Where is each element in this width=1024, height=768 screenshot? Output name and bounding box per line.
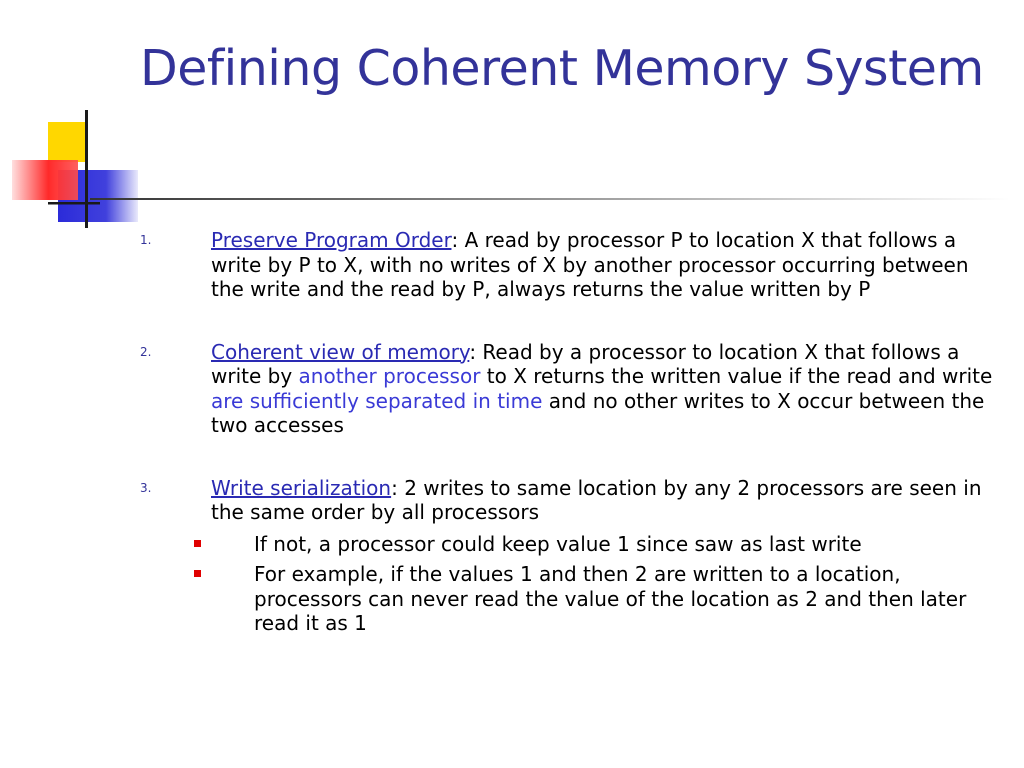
sub-item-text: If not, a processor could keep value 1 since saw as last write	[254, 531, 862, 556]
highlighted-phrase: are sufficiently separated in time	[211, 388, 543, 413]
item-description: : Read by a processor to location X that follows a write by	[211, 339, 960, 388]
sub-list-item	[140, 562, 1000, 636]
term-link[interactable]: Preserve Program Order	[211, 228, 452, 252]
list-number: 1.	[140, 233, 152, 247]
list-item-text	[211, 340, 1000, 438]
list-item-text	[211, 228, 1000, 302]
list-item	[140, 340, 1000, 438]
item-description: to X returns the written value if the read and write	[480, 364, 993, 388]
square-bullet-icon	[194, 540, 201, 547]
item-description: and no other writes to X occur between the two accesses	[211, 388, 985, 437]
list-item	[140, 476, 1000, 636]
slide-title: Defining Coherent Memory System	[140, 40, 984, 97]
item-description: : A read by processor P to location X that follows a write by P to X, with no writes of X by another processor occurring between the write and the read by P, always returns the value written by P	[211, 228, 969, 301]
square-bullet-icon	[194, 570, 201, 577]
item-description: : 2 writes to same location by any 2 processors are seen in the same order by all processors	[211, 475, 982, 524]
list-number: 3.	[140, 480, 152, 495]
term-link[interactable]: Write serialization	[211, 475, 392, 500]
list-item-text	[211, 476, 1000, 525]
sub-list-item	[140, 532, 1000, 557]
sub-item-text: For example, if the values 1 and then 2 are written to a location, processors can never read the value of the location as 2 and then later read it as 1	[254, 562, 967, 635]
title-divider	[90, 198, 1010, 200]
list-item	[140, 228, 1000, 302]
slide-body	[140, 228, 1000, 674]
list-number: 2.	[140, 344, 152, 359]
slide-corner-decoration	[0, 100, 140, 230]
highlighted-phrase: another processor	[298, 364, 481, 388]
term-link[interactable]: Coherent view of memory	[211, 339, 470, 364]
